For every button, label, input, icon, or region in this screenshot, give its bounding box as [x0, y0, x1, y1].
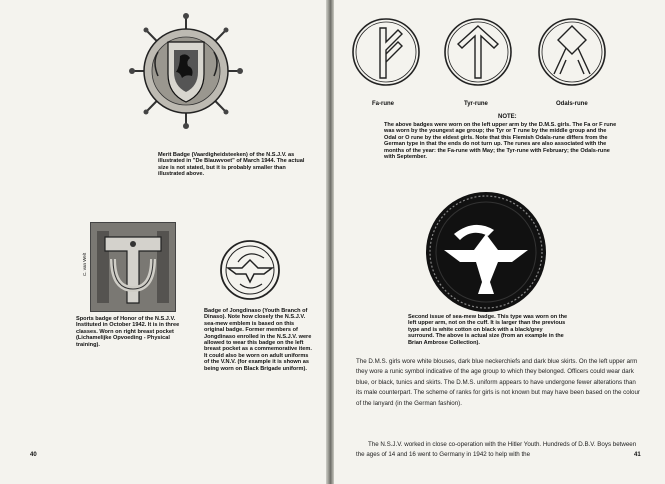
page-number-right: 41 — [634, 452, 641, 458]
photo-credit: C. van Welt — [82, 252, 87, 276]
book-gutter — [326, 0, 334, 484]
page-number-left: 40 — [30, 452, 37, 458]
note-heading: NOTE: — [498, 114, 517, 120]
jongdinaso-caption: Badge of Jongdinaso (Youth Branch of Dinaso). Note how closely the N.S.J.V. sea-mew emblem is based on this original badge. Former members of Jongdinaso enrolled in the N.S.J.V. were allowed to wear this badge on the left breast pocket as a commemorative item. It could also be worn on adult uniforms of the V.N.V. (for example it is shown as being worn on Black Brigade uniform). — [204, 308, 312, 372]
merit-badge-caption: Merit Badge (Vaardigheidsteeken) of the N.S.J.V. as illustrated in "De Blauwvoet" of March 1944. The actual size is not stated, but it is probably smaller than illustrated above. — [158, 152, 305, 178]
right-page — [334, 0, 665, 484]
seamew-caption: Second issue of sea-mew badge. This type was worn on the left upper arm, not on the cuff. It is larger than the previous type and is white cotton on black with a black/grey surround. The above is actual size (from an example in the Brian Ambrose Collection). — [408, 314, 568, 346]
merit-badge-illustration — [128, 12, 244, 130]
seamew-badge-illustration — [424, 190, 548, 314]
tyr-rune-label: Tyr-rune — [464, 101, 488, 107]
jongdinaso-badge-illustration — [218, 238, 282, 302]
odals-rune-badge — [532, 16, 612, 88]
odals-rune-label: Odals-rune — [556, 101, 588, 107]
fa-rune-label: Fa-rune — [372, 101, 395, 107]
fa-rune-badge — [346, 16, 426, 88]
sports-badge-photo — [90, 222, 176, 312]
body-paragraph-1: The D.M.S. girls wore white blouses, dark blue neckerchiefs and dark blue skirts. On the left upper arm they wore a runic symbol indicative of the age group to which they belonged. Officers could wear dark blue, or black, tunics and skirts. The D.M.S. uniform appears to have undergone fewer alterations than its male counterpart. The scheme of ranks for girls is not known but may have been based on the colour of the lanyard (in the German fashion). — [356, 358, 640, 407]
left-page — [0, 0, 326, 484]
note-text: The above badges were worn on the left upper arm by the D.M.S. girls. The Fa or F rune was worn by the youngest age group; the Tyr or T rune by the middle group and the Odal or O rune by the eldest girls. Note that this Flemish Odals-rune differs from the German type in that the ends do not turn up. The runes are also associated with the months of the year: the Fa-rune with May; the Tyr-rune with February; the Odals-rune with September. — [384, 122, 617, 161]
sports-badge-caption: Sports badge of Honor of the N.S.J.V. Instituted in October 1942. It is in three classes. Worn on right breast pocket (Lichamelijke Opvoeding - Physical training). — [76, 316, 180, 348]
body-paragraph-2: The N.S.J.V. worked in close co-operation with the Hitler Youth. Hundreds of D.B.V. Boys between the ages of 14 and 16 went to Germany in 1942 to help with the — [356, 441, 637, 459]
tyr-rune-badge — [438, 16, 518, 88]
